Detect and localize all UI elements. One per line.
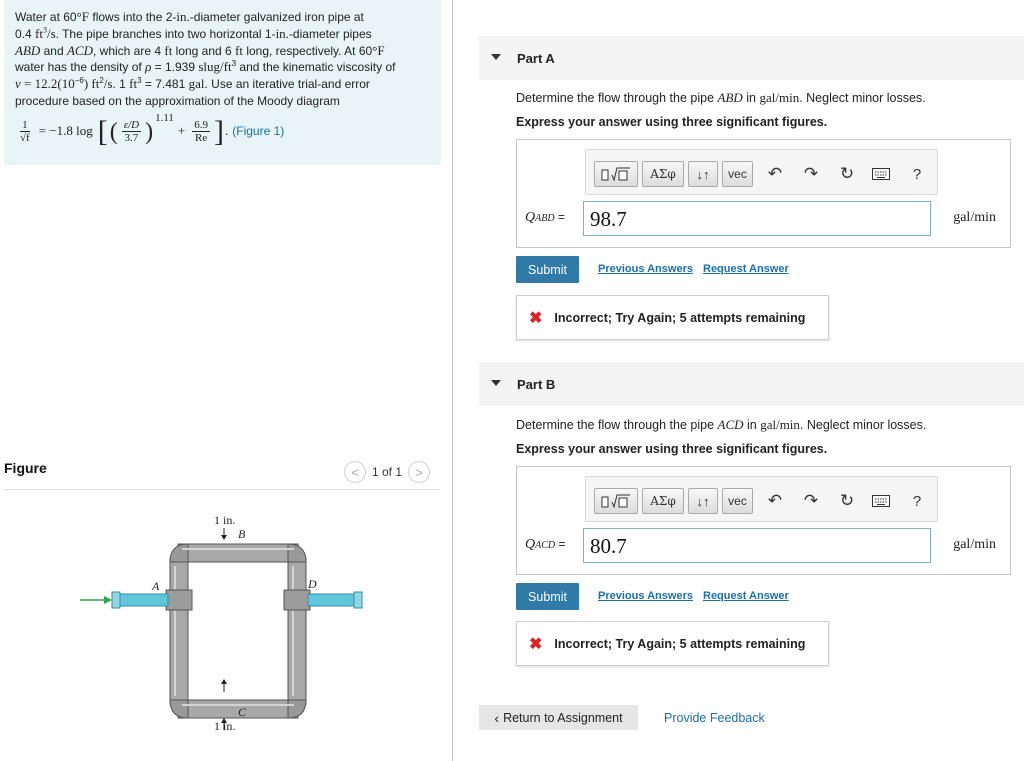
keyboard-icon[interactable] xyxy=(870,162,892,186)
problem-statement xyxy=(4,0,441,165)
part-a-header[interactable] xyxy=(479,36,1024,80)
unit-degF: °F xyxy=(76,9,90,24)
right-pipe xyxy=(288,558,306,704)
question-text: in xyxy=(742,91,760,105)
vector-button[interactable]: vec xyxy=(722,161,753,187)
q-symbol: Q xyxy=(525,537,536,552)
q-equals: = xyxy=(555,537,566,551)
problem-text: , which are 4 xyxy=(92,43,165,58)
elbow-bottom-right xyxy=(288,700,306,718)
part-b-question xyxy=(516,417,926,433)
subscript-superscript-button[interactable]: ↓↑ xyxy=(688,161,718,187)
q-acd-input[interactable]: 80.7 xyxy=(583,528,931,563)
problem-line-5 xyxy=(15,76,433,93)
help-icon[interactable]: ? xyxy=(912,165,922,183)
unit-in: in. xyxy=(176,9,190,24)
problem-text: and xyxy=(40,43,67,58)
problem-text: . 1 xyxy=(112,77,130,92)
problem-line-6: procedure based on the approximation of the Moody diagram xyxy=(15,93,340,108)
keyboard-icon[interactable] xyxy=(870,489,892,513)
q-subscript: ACD xyxy=(535,540,556,551)
q-abd-label xyxy=(525,210,565,226)
bottom-dim-label: 1 in. xyxy=(214,719,236,733)
exponent: 3 xyxy=(137,76,142,86)
math-toolbar xyxy=(585,476,938,522)
unit-in: in. xyxy=(275,25,289,41)
question-unit: gal/min xyxy=(760,417,800,432)
part-b-feedback xyxy=(516,621,829,666)
collapse-triangle-icon[interactable] xyxy=(491,380,501,386)
unit-ft: ft xyxy=(129,76,138,92)
greek-symbols-button[interactable]: ΑΣφ xyxy=(642,488,684,514)
reynolds-numerator: 6.9 xyxy=(194,119,209,132)
q-acd-unit: gal/min xyxy=(953,537,996,552)
template-button[interactable] xyxy=(594,161,638,187)
unit-ft: ft xyxy=(235,42,243,58)
reset-icon[interactable]: ↻ xyxy=(839,164,855,183)
q-symbol: Q xyxy=(525,210,536,225)
chevron-left-icon: ‹ xyxy=(494,709,500,726)
collapse-triangle-icon[interactable] xyxy=(491,54,501,60)
tee-a xyxy=(166,590,192,610)
roughness-numerator: ε/D xyxy=(123,119,140,132)
problem-text: 0.4 xyxy=(15,26,36,41)
redo-icon[interactable]: ↷ xyxy=(803,164,819,183)
label-b: B xyxy=(238,527,246,541)
figure-link[interactable]: (Figure 1) xyxy=(232,124,285,139)
nu-symbol: ν xyxy=(15,76,21,92)
bottom-dim-arrow-head-top xyxy=(221,679,227,684)
problem-text: long, respectively. At 60 xyxy=(242,43,373,58)
pipe-abd-symbol: ABD xyxy=(15,42,41,58)
figure-pager xyxy=(344,461,430,483)
problem-line-3 xyxy=(15,43,433,60)
undo-icon[interactable]: ↶ xyxy=(767,491,783,510)
question-text: Determine the flow through the pipe xyxy=(516,418,718,432)
q-abd-input[interactable]: 98.7 xyxy=(583,201,931,236)
label-d: D xyxy=(308,577,317,591)
return-label: Return to Assignment xyxy=(503,710,623,725)
help-icon[interactable]: ? xyxy=(912,492,922,510)
figure-prev-button[interactable]: < xyxy=(344,461,366,483)
unit-ft: ft xyxy=(164,42,173,58)
exponent: 2 xyxy=(99,76,104,86)
problem-text: . Use an iterative trial-and error xyxy=(204,77,370,92)
problem-text: and the kinematic viscosity of xyxy=(236,60,396,75)
feedback-text: Incorrect; Try Again; 5 attempts remaining xyxy=(554,636,806,651)
part-b-title: Part B xyxy=(517,376,556,392)
elbow-top-left xyxy=(170,544,188,562)
left-panel xyxy=(0,0,453,761)
part-b-submit-button[interactable]: Submit xyxy=(516,583,579,610)
pipe-diagram xyxy=(78,508,368,740)
inlet-pipe xyxy=(116,594,168,606)
part-a-question xyxy=(516,90,926,106)
part-a-instruction: Express your answer using three significant figures. xyxy=(516,115,828,129)
roughness-fraction xyxy=(122,119,141,144)
template-button[interactable] xyxy=(594,488,638,514)
problem-text: Water at 60 xyxy=(15,10,77,24)
unit-ft3-per-s xyxy=(35,26,56,41)
problem-line-2 xyxy=(15,26,433,43)
part-b-previous-answers-link[interactable]: Previous Answers xyxy=(598,590,693,602)
label-a: A xyxy=(152,579,160,593)
moody-formula xyxy=(15,113,433,151)
template-icon xyxy=(600,492,632,510)
top-dim-arrow-head xyxy=(221,535,227,540)
unit-per-s: /s xyxy=(103,76,113,92)
problem-math: = 12.2(10 xyxy=(20,76,75,92)
rho-symbol: ρ xyxy=(145,59,152,75)
unit-ft: ft xyxy=(35,25,43,41)
exponent: −6 xyxy=(74,76,84,86)
formula-power: 1.11 xyxy=(155,112,174,125)
question-text: . Neglect minor losses. xyxy=(799,91,926,105)
problem-text: water has the density of xyxy=(15,60,146,75)
problem-text: = 7.481 xyxy=(141,77,189,92)
keyboard-svg xyxy=(872,495,890,507)
question-text: . Neglect minor losses. xyxy=(799,418,927,432)
feedback-text: Incorrect; Try Again; 5 attempts remaining xyxy=(554,310,806,325)
part-b-answer-box xyxy=(516,466,1011,575)
unit-ft: ) ft xyxy=(83,76,100,92)
problem-line-4 xyxy=(15,59,433,76)
subscript-superscript-button[interactable]: ↓↑ xyxy=(688,488,718,514)
top-dim-label: 1 in. xyxy=(214,513,236,527)
question-text: in xyxy=(743,418,761,432)
part-a-request-answer-link[interactable]: Request Answer xyxy=(703,263,789,275)
exponent: 3 xyxy=(42,25,47,35)
pipe-acd-symbol: ACD xyxy=(66,42,93,58)
question-unit: gal/min xyxy=(759,90,800,105)
outlet-pipe xyxy=(308,594,356,606)
lhs-numerator: 1 xyxy=(22,119,28,132)
redo-icon[interactable]: ↷ xyxy=(803,491,819,510)
q-acd-label xyxy=(525,537,565,553)
part-a-title: Part A xyxy=(517,50,555,66)
elbow-bottom-left xyxy=(170,700,188,718)
outlet-flange xyxy=(354,592,362,608)
figure-page-count: 1 of 1 xyxy=(372,465,403,479)
elbow-top-right xyxy=(288,544,306,562)
problem-text: flows into the 2- xyxy=(89,10,177,24)
unit-slug-ft: slug/ft xyxy=(198,59,232,75)
reynolds-denominator: Re xyxy=(195,132,208,145)
left-bracket: [ xyxy=(97,114,108,148)
flow-arrow-head xyxy=(104,596,112,604)
figure-heading: Figure xyxy=(4,460,47,476)
problem-text: long and 6 xyxy=(172,43,236,58)
part-b-header[interactable] xyxy=(479,362,1024,406)
question-pipe: ABD xyxy=(717,90,743,105)
lhs-fraction xyxy=(18,119,32,144)
pipe-loop xyxy=(166,544,310,718)
right-bracket: ] xyxy=(214,114,225,148)
part-a-submit-button[interactable]: Submit xyxy=(516,256,579,283)
formula-plus: + xyxy=(177,123,186,139)
part-b-request-answer-link[interactable]: Request Answer xyxy=(703,590,789,602)
reynolds-fraction xyxy=(192,119,210,144)
reset-icon[interactable]: ↻ xyxy=(839,491,855,510)
figure-next-button[interactable]: > xyxy=(408,461,430,483)
unit-gal: gal xyxy=(188,76,205,92)
problem-text: = 1.939 xyxy=(151,60,199,75)
question-text: Determine the flow through the pipe xyxy=(516,91,718,105)
problem-text: -diameter galvanized iron pipe at xyxy=(189,10,364,24)
undo-icon[interactable]: ↶ xyxy=(767,164,783,183)
provide-feedback-link[interactable]: Provide Feedback xyxy=(664,711,765,725)
label-c: C xyxy=(238,705,247,719)
question-pipe: ACD xyxy=(717,417,744,432)
inlet-flange xyxy=(112,592,120,608)
unit-degF: °F xyxy=(372,42,385,58)
problem-text: -diameter pipes xyxy=(288,26,372,41)
part-a-answer-box xyxy=(516,139,1011,248)
formula-equals-log: = −1.8 log xyxy=(38,123,93,139)
q-abd-unit: gal/min xyxy=(953,210,996,225)
problem-text: . The pipe branches into two horizontal 1- xyxy=(55,26,276,41)
left-paren: ( xyxy=(109,118,118,145)
right-paren: ) xyxy=(145,118,154,145)
tee-d xyxy=(284,590,310,610)
figure-divider xyxy=(4,489,440,490)
formula-suffix: . xyxy=(225,123,229,139)
part-a-feedback xyxy=(516,295,829,340)
keyboard-svg xyxy=(872,168,890,180)
lhs-denominator: √f xyxy=(20,132,30,145)
unit-per-s: /s xyxy=(46,25,56,41)
q-equals: = xyxy=(554,210,565,224)
math-toolbar xyxy=(585,149,938,195)
return-to-assignment-button[interactable] xyxy=(479,705,638,730)
error-x-icon: ✖ xyxy=(529,309,543,327)
part-b-instruction: Express your answer using three significant figures. xyxy=(516,442,828,456)
template-icon xyxy=(600,165,632,183)
part-a-previous-answers-link[interactable]: Previous Answers xyxy=(598,263,693,275)
top-pipe xyxy=(178,544,298,562)
vector-button[interactable]: vec xyxy=(722,488,753,514)
error-x-icon: ✖ xyxy=(529,635,543,653)
greek-symbols-button[interactable]: ΑΣφ xyxy=(642,161,684,187)
problem-line-1 xyxy=(15,9,433,26)
left-pipe xyxy=(170,558,188,704)
roughness-denominator: 3.7 xyxy=(124,132,139,145)
exponent: 3 xyxy=(231,59,237,69)
q-subscript: ABD xyxy=(535,213,555,224)
